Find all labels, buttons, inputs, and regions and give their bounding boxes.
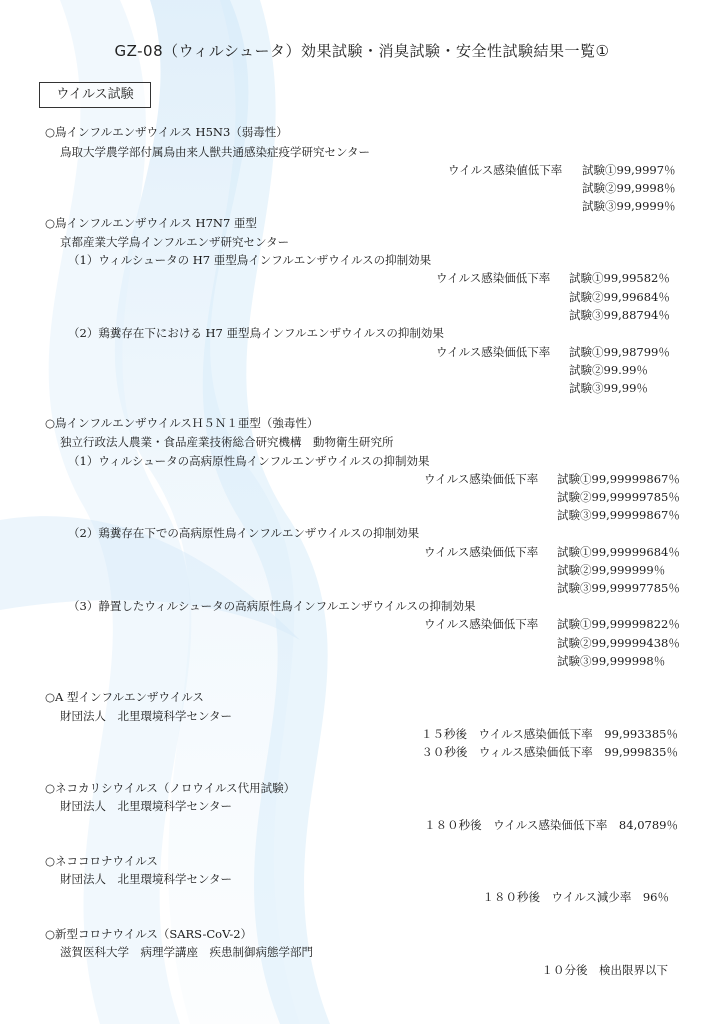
result-value: 試験②99,99999438％ bbox=[557, 636, 680, 650]
entry-org-h7n7: 京都産業大学鳥インフルエンザ研究センター bbox=[60, 235, 290, 249]
result-value: 試験②99,9998％ bbox=[582, 181, 676, 195]
result-value: 試験②99,999999％ bbox=[557, 563, 666, 577]
entry-org-calici: 財団法人 北里環境科学センター bbox=[60, 799, 233, 813]
subsection-heading: （1）ウィルシュータの H7 亜型鳥インフルエンザウイルスの抑制効果 bbox=[68, 253, 432, 267]
result-value: １８０秒後 ウイルス感染価低下率 84,0789％ bbox=[424, 818, 678, 832]
entry-org-feline-corona: 財団法人 北里環境科学センター bbox=[60, 872, 233, 886]
result-value: 試験①99,99582％ bbox=[569, 271, 670, 285]
result-value: 試験③99,999998％ bbox=[557, 654, 666, 668]
subsection-heading: （2）鶏糞存在下における H7 亜型鳥インフルエンザウイルスの抑制効果 bbox=[68, 326, 444, 340]
result-value: ３０秒後 ウィルス感染価低下率 99,999835％ bbox=[421, 745, 678, 759]
result-value: 試験①99,98799％ bbox=[569, 345, 670, 359]
result-value: １０分後 検出限界以下 bbox=[541, 963, 668, 977]
result-value: １５秒後 ウイルス感染価低下率 99,993385％ bbox=[421, 727, 678, 741]
result-value: 試験③99,9999％ bbox=[582, 199, 676, 213]
entry-heading-sars-cov2: ○新型コロナウイルス（SARS-CoV-2） bbox=[45, 927, 253, 941]
entry-org-h5n3: 鳥取大学農学部付属鳥由来人獣共通感染症疫学研究センター bbox=[60, 145, 371, 159]
entry-heading-feline-corona: ○ネココロナウイルス bbox=[45, 854, 158, 868]
result-value: 試験③99,88794％ bbox=[569, 308, 670, 322]
subsection-heading: （1）ウィルシュータの高病原性鳥インフルエンザウイルスの抑制効果 bbox=[68, 454, 430, 468]
entry-heading-h7n7: ○鳥インフルエンザウイルス H7N7 亜型 bbox=[45, 216, 257, 230]
result-value: 試験②99,99999785％ bbox=[557, 490, 680, 504]
result-value: 試験②99.99％ bbox=[569, 363, 648, 377]
entry-org-h5n1: 独立行政法人農業・食品産業技術総合研究機構 動物衛生研究所 bbox=[60, 435, 394, 449]
result-metric-label: ウイルス感染値低下率 bbox=[448, 163, 563, 177]
section-label-box: ウイルス試験 bbox=[39, 82, 151, 108]
result-value: 試験③99,99％ bbox=[569, 381, 648, 395]
entry-org-flu-a: 財団法人 北里環境科学センター bbox=[60, 709, 233, 723]
entry-heading-calici: ○ネコカリシウイルス（ノロウイルス代用試験） bbox=[45, 781, 296, 795]
result-value: １８０秒後 ウイルス減少率 96％ bbox=[482, 890, 669, 904]
entry-heading-h5n1: ○鳥インフルエンザウイルスＨ５Ｎ１亜型（強毒性） bbox=[45, 416, 319, 430]
entry-heading-flu-a: ○A 型インフルエンザウイルス bbox=[45, 690, 204, 704]
result-value: 試験①99,99999822％ bbox=[557, 617, 680, 631]
result-value: 試験①99,99999867％ bbox=[557, 472, 680, 486]
result-metric-label: ウイルス感染価低下率 bbox=[424, 545, 539, 559]
page-title: GZ-08（ウィルシュータ）効果試験・消臭試験・安全性試験結果一覧① bbox=[114, 42, 610, 60]
result-value: 試験①99,99999684％ bbox=[557, 545, 680, 559]
result-metric-label: ウイルス感染価低下率 bbox=[424, 617, 539, 631]
subsection-heading: （2）鶏糞存在下での高病原性鳥インフルエンザウイルスの抑制効果 bbox=[68, 526, 420, 540]
result-metric-label: ウイルス感染価低下率 bbox=[436, 345, 551, 359]
entry-org-sars-cov2: 滋賀医科大学 病理学講座 疾患制御病態学部門 bbox=[60, 945, 313, 959]
result-metric-label: ウイルス感染価低下率 bbox=[436, 271, 551, 285]
result-metric-label: ウイルス感染価低下率 bbox=[424, 472, 539, 486]
result-value: 試験③99,99999867％ bbox=[557, 508, 680, 522]
result-value: 試験②99,99684％ bbox=[569, 290, 670, 304]
result-value: 試験③99,99997785％ bbox=[557, 581, 680, 595]
entry-heading-h5n3: ○鳥インフルエンザウイルス H5N3（弱毒性） bbox=[45, 125, 288, 139]
result-value: 試験①99,9997％ bbox=[582, 163, 676, 177]
subsection-heading: （3）静置したウィルシュータの高病原性鳥インフルエンザウイルスの抑制効果 bbox=[68, 599, 476, 613]
